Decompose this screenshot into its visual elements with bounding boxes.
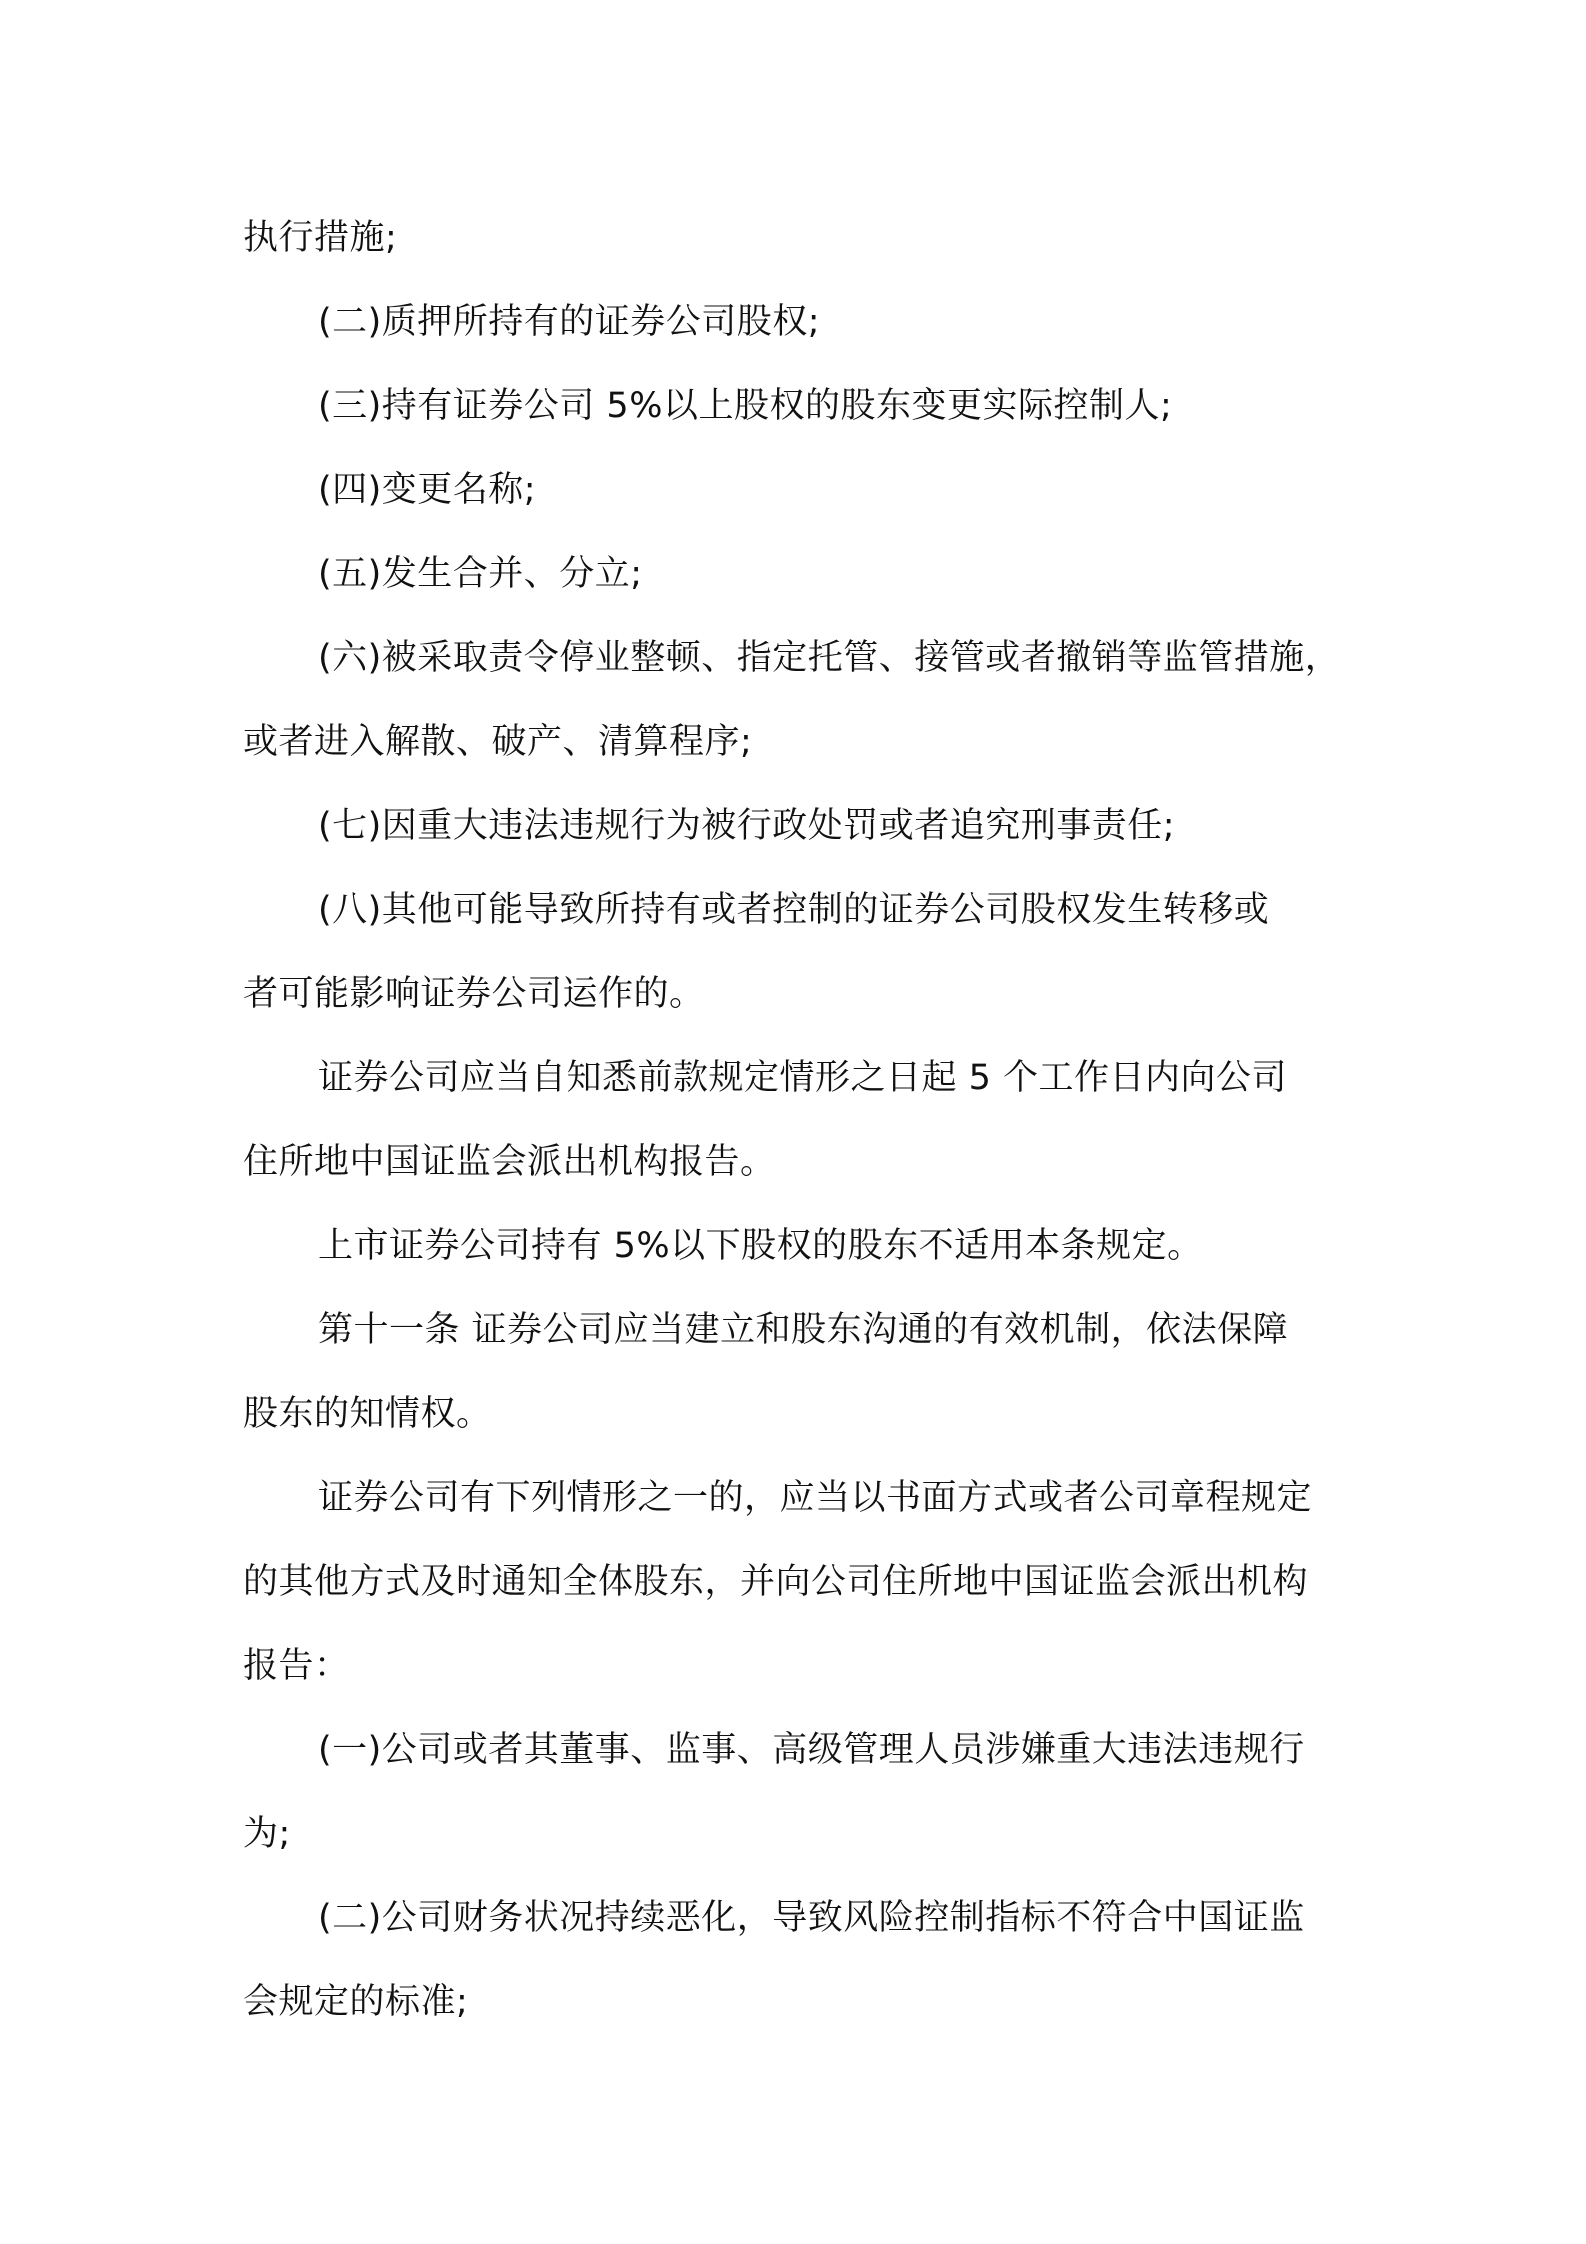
text-line: 者可能影响证券公司运作的。 [243, 974, 705, 1014]
text-line: (三)持有证券公司 5%以上股权的股东变更实际控制人; [318, 386, 1173, 426]
text-line: (八)其他可能导致所持有或者控制的证券公司股权发生转移或 [318, 890, 1270, 930]
text-line: (二)质押所持有的证券公司股权; [318, 302, 821, 342]
text-line: 或者进入解散、破产、清算程序; [243, 722, 753, 762]
text-line: 证券公司应当自知悉前款规定情形之日起 5 个工作日内向公司 [318, 1058, 1288, 1098]
text-line: 执行措施; [243, 218, 398, 258]
text-line: 住所地中国证监会派出机构报告。 [243, 1142, 776, 1182]
text-line: 为; [243, 1814, 291, 1854]
text-line: 股东的知情权。 [243, 1394, 492, 1434]
text-line: 报告： [243, 1646, 350, 1686]
text-line: (二)公司财务状况持续恶化，导致风险控制指标不符合中国证监 [318, 1898, 1305, 1938]
text-line: (七)因重大违法违规行为被行政处罚或者追究刑事责任; [318, 806, 1176, 846]
document-body [243, 196, 1357, 2044]
text-line: 会规定的标准; [243, 1982, 469, 2022]
text-line: (六)被采取责令停业整顿、指定托管、接管或者撤销等监管措施， [318, 638, 1341, 678]
article-heading-line: 第十一条 证券公司应当建立和股东沟通的有效机制，依法保障 [318, 1310, 1289, 1350]
text-line: (一)公司或者其董事、监事、高级管理人员涉嫌重大违法违规行 [318, 1730, 1305, 1770]
text-line: 上市证券公司持有 5%以下股权的股东不适用本条规定。 [318, 1226, 1203, 1266]
text-line: 的其他方式及时通知全体股东，并向公司住所地中国证监会派出机构 [243, 1562, 1309, 1602]
text-line: (四)变更名称; [318, 470, 537, 510]
text-line: 证券公司有下列情形之一的，应当以书面方式或者公司章程规定 [318, 1478, 1313, 1518]
text-line: (五)发生合并、分立; [318, 554, 643, 594]
